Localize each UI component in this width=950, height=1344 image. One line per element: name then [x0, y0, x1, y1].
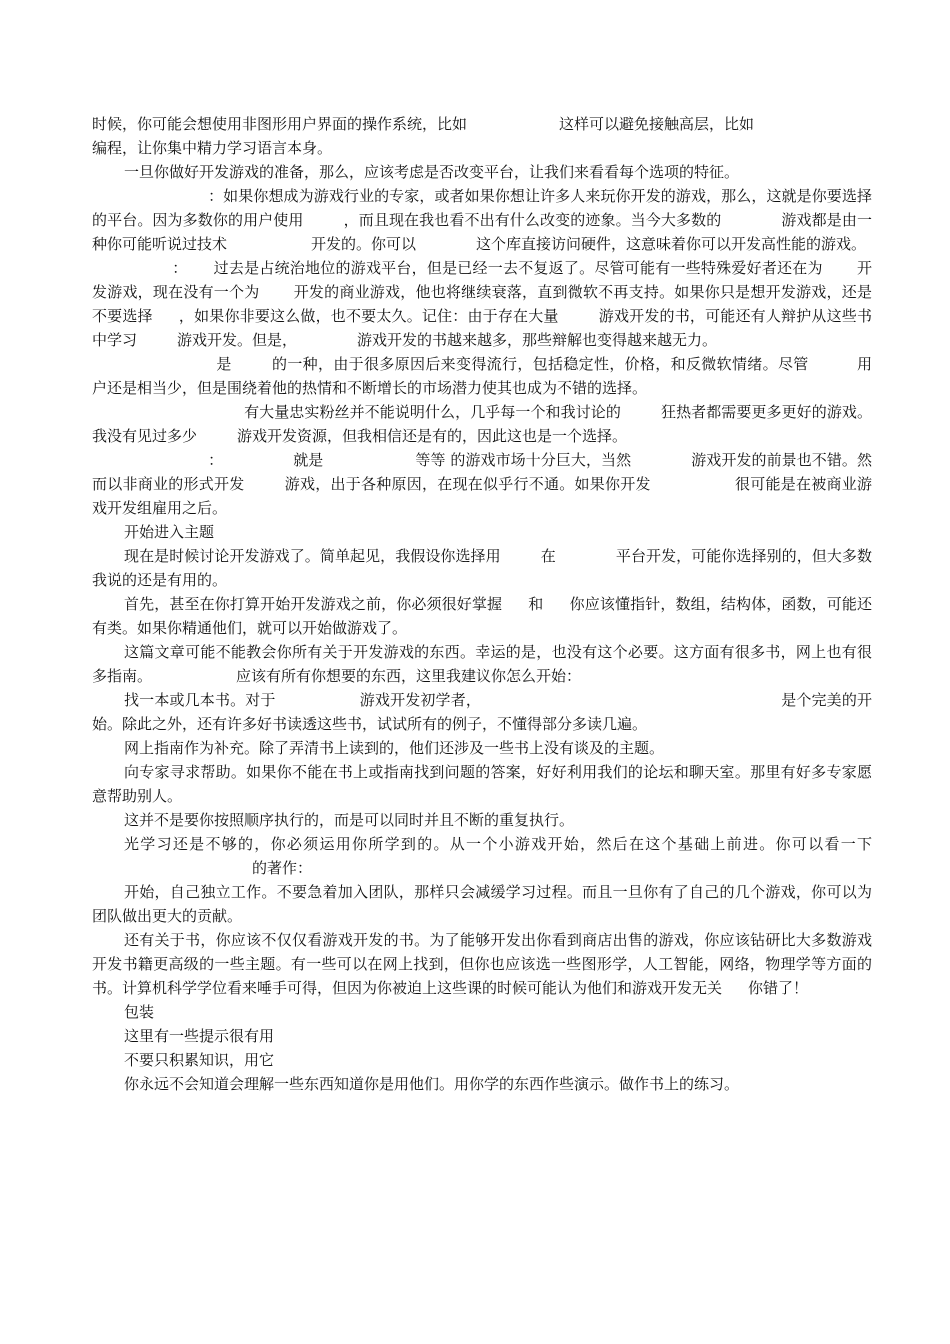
text-run: 游戏开发的前景也不错。然而以非商业的形式开发: [92, 451, 872, 493]
text-run: 找一本或几本书。对于: [124, 691, 276, 709]
text-run: ：如果你想成为游戏行业的专家，或者如果你想让许多人来玩你开发的游戏，那么，这就是你要选择的平台。因为多数你的用户使用: [92, 187, 872, 229]
text-run: 是: [216, 355, 232, 373]
text-run: ，如果你非要这么做，也不要太久。记住：由于存在大量: [178, 307, 559, 325]
text-run: 在: [540, 547, 556, 565]
text-run: 首先，甚至在你打算开始开发游戏之前，你必须很好掌握: [124, 595, 503, 613]
text-run: ：: [172, 259, 188, 277]
text-run: 和: [528, 595, 544, 613]
text-run: 编程，让你集中精力学习语言本身。: [92, 139, 333, 157]
paragraph-tip-demos: 你永远不会知道会理解一些东西知道你是用他们。用你学的东西作些演示。做作书上的练习。: [124, 1075, 740, 1093]
paragraph-order: 这并不是要你按照顺序执行的，而是可以同时并且不断的重复执行。: [124, 811, 575, 829]
paragraph-practice: [92, 832, 872, 880]
section-heading-wrap-up: 包装: [124, 1003, 155, 1021]
paragraph-os-choice: [92, 112, 872, 160]
text-run: 平台开发，可能你选择别的，但大多数我说的还是有用的。: [92, 547, 872, 589]
paragraph-windows: [92, 184, 872, 256]
text-run: 就是: [293, 451, 324, 469]
paragraph-platform-intro: 一旦你做好开发游戏的准备，那么，应该考虑是否改变平台，让我们来看看每个选项的特征。: [124, 163, 740, 181]
text-run: 开发的商业游戏，他也将继续衰落，直到微软不再支持。如果你只是想开发游戏，还是不要选择: [92, 283, 872, 325]
text-run: 你应该懂指针，数组，结构体，函数，可能还有类。如果你精通他们，就可以开始做游戏了。: [92, 595, 872, 637]
paragraph-prerequisites: [92, 592, 872, 640]
text-run: 这个库直接访问硬件，这意味着你可以开发高性能的游戏。: [476, 235, 867, 253]
paragraph-tip-use-knowledge: 不要只积累知识，用它: [124, 1051, 275, 1069]
section-heading-getting-started: 开始进入主题: [124, 523, 215, 541]
paragraph-dos: [92, 256, 872, 352]
text-run: 这样可以避免接触高层，比如: [559, 115, 755, 133]
text-run: 光学习还是不够的，你必须运用你所学到的。从一个小游戏开始，然后在这个基础上前进。你可以看一下: [124, 835, 872, 853]
text-run: 是个完美的开始。除此之外，还有许多好书读透这些书，试试所有的例子，不懂得部分多读几遍。: [92, 691, 872, 733]
text-run: 开发游戏，现在没有一个为: [92, 259, 872, 301]
paragraph-experts: 向专家寻求帮助。如果你不能在书上或指南找到问题的答案，好好利用我们的论坛和聊天室。那里有好多专家愿意帮助别人。: [92, 763, 872, 805]
text-run: 很可能是在被商业游戏开发组雇用之后。: [92, 475, 872, 517]
text-run: 你错了！: [748, 979, 809, 997]
text-run: 用户还是相当少，但是围绕着他的热情和不断增长的市场潜力使其也成为不错的选择。: [92, 355, 872, 397]
text-run: 这篇文章可能不能教会你所有关于开发游戏的东西。幸运的是，也没有这个必要。这方面有很多书，网上也有很多指南。: [92, 643, 872, 685]
paragraph-tips-intro: 这里有一些提示很有用: [124, 1027, 275, 1045]
text-run: 还有关于书，你应该不仅仅看游戏开发的书。为了能够开发出你看到商店出售的游戏，你应该钻研比大多数游戏开发书籍更高级的一些主题。有一些可以在网上找到，但你也应该选一些图形学，人工智能，网络，物理学等方面的书。计算机科学学位看来唾手可得，但因为你被迫上这些课的时候可能认为他们和游戏开发无关: [92, 931, 872, 997]
paragraph-work-alone: 开始，自己独立工作。不要急着加入团队，那样只会减缓学习过程。而且一旦你有了自己的几个游戏，你可以为团队做出更大的贡献。: [92, 883, 872, 925]
paragraph-linux: [92, 352, 872, 400]
document-page: [92, 112, 872, 1096]
text-run: 开发的。你可以: [311, 235, 417, 253]
text-run: 应该有所有你想要的东西，这里我建议你怎么开始：: [236, 667, 582, 685]
paragraph-more-books: [92, 928, 872, 1000]
text-run: ，而且现在我也看不出有什么改变的迹象。当今大多数的: [343, 211, 722, 229]
paragraph-mac: [92, 400, 872, 448]
paragraph-books: [92, 688, 872, 736]
paragraph-online-guides: 网上指南作为补充。除了弄清书上读到的，他们还涉及一些书上没有谈及的主题。: [124, 739, 665, 757]
text-run: 游戏开发的书，可能还有人辩护从这些书中学习: [92, 307, 872, 349]
text-run: 等等 的游戏市场十分巨大，当然: [415, 451, 632, 469]
paragraph-assumption: [92, 544, 872, 592]
paragraph-consoles: [92, 448, 872, 520]
paragraph-resources: [92, 640, 872, 688]
text-run: 狂热者都需要更多更好的游戏。我没有见过多少: [92, 403, 872, 445]
text-run: 游戏，出于各种原因，在现在似乎行不通。如果你开发: [284, 475, 651, 493]
text-run: 的一种，由于很多原因后来变得流行，包括稳定性，价格，和反微软情绪。尽管: [271, 355, 809, 373]
text-run: 游戏开发初学者，: [359, 691, 482, 709]
text-run: 游戏都是由一种你可能听说过技术: [92, 211, 872, 253]
text-run: ：: [208, 451, 224, 469]
text-run: 有大量忠实粉丝并不能说明什么，几乎每一个和我讨论的: [244, 403, 621, 421]
text-run: 的著作：: [252, 859, 313, 877]
text-run: 游戏开发的书越来越多，那些辩解也变得越来越无力。: [357, 331, 718, 349]
text-run: 游戏开发资源，但我相信还是有的，因此这也是一个选择。: [237, 427, 628, 445]
text-run: 现在是时候讨论开发游戏了。简单起见，我假设你选择用: [124, 547, 501, 565]
text-run: 游戏开发。但是，: [177, 331, 298, 349]
text-run: 时候，你可能会想使用非图形用户界面的操作系统，比如: [92, 115, 468, 133]
text-run: 过去是占统治地位的游戏平台，但是已经一去不复返了。尽管可能有一些特殊爱好者还在为: [213, 259, 823, 277]
